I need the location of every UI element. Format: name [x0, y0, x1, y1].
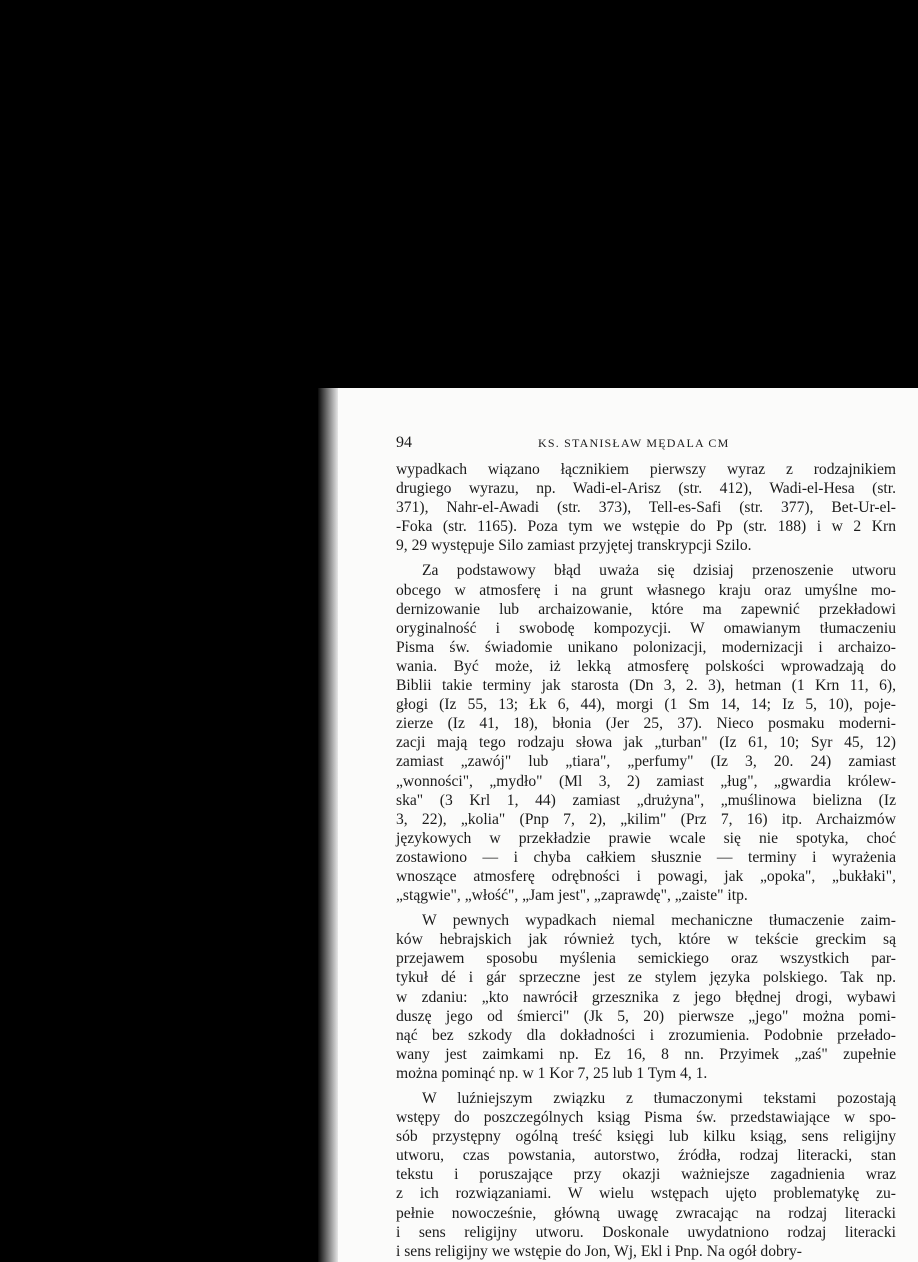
- text-line: nąć bez szkody dla dokładności i zrozumienia. Podobnie przełado-: [396, 1026, 896, 1044]
- text-line: wstępy do poszczególnych ksiąg Pisma św. przedstawiające w spo-: [396, 1109, 896, 1127]
- text-line: W luźniejszym związku z tłumaczonymi tekstami pozostają: [422, 1090, 896, 1107]
- text-line: można pominąć np. w 1 Kor 7, 25 lub 1 Tym 4, 1.: [396, 1064, 708, 1082]
- text-line: i sens religijny utworu. Doskonale uwydatniono rodzaj literacki: [396, 1223, 896, 1241]
- text-line: zamiast „zawój" lub „tiara", „perfumy" (Iz 3, 20. 24) zamiast: [396, 753, 896, 771]
- text-line: drugiego wyrazu, np. Wadi-el-Arisz (str. 412), Wadi-el-Hesa (str.: [396, 480, 896, 498]
- body-text: [396, 460, 896, 1261]
- text-line: obcego w atmosferę i na grunt własnego kraju oraz umyślne mo-: [396, 581, 896, 599]
- text-line: zierze (Iz 41, 18), błonia (Jer 25, 37). Nieco posmaku moderni-: [396, 715, 896, 733]
- text-line: „wonności", „mydło" (Ml 3, 2) zamiast „ług", „gwardia królew-: [396, 772, 896, 790]
- text-line: zostawiono — i chyba całkiem słusznie — terminy i wyrażenia: [396, 848, 896, 866]
- text-line: pełnie nowocześnie, główną uwagę zwracając na rodzaj literacki: [396, 1204, 896, 1222]
- text-line: dernizowanie lub archaizowanie, które ma zapewnić przekładowi: [396, 600, 896, 618]
- scan-page-edge-shadow: [318, 388, 338, 1262]
- text-line: ska" (3 Krl 1, 44) zamiast „drużyna", „muślinowa bielizna (Iz: [396, 791, 896, 809]
- text-line: zacji mają tego rodzaju słowa jak „turban" (Iz 61, 10; Syr 45, 12): [396, 734, 896, 752]
- text-line: ków hebrajskich jak również tych, które w tekście greckim są: [396, 931, 896, 949]
- text-line: tykuł dé i gár sprzeczne jest ze stylem języka polskiego. Tak np.: [396, 969, 896, 987]
- text-line: -Foka (str. 1165). Poza tym we wstępie do Pp (str. 188) i w 2 Krn: [396, 518, 896, 536]
- text-line: utworu, czas powstania, autorstwo, źródła, rodzaj literacki, stan: [396, 1147, 896, 1165]
- text-line: wypadkach wiązano łącznikiem pierwszy wyraz z rodzajnikiem: [396, 461, 896, 478]
- paragraph: [396, 460, 896, 555]
- text-line: wnoszące atmosferę odrębności i powagi, jak „opoka", „bukłaki",: [396, 867, 896, 885]
- text-line: 9, 29 występuje Silo zamiast przyjętej transkrypcji Szilo.: [396, 537, 752, 555]
- paragraph: [396, 561, 896, 905]
- running-head: KS. STANISŁAW MĘDALA CM: [538, 436, 730, 450]
- text-line: W pewnych wypadkach niemal mechaniczne tłumaczenie zaim-: [422, 912, 896, 930]
- text-line: głogi (Iz 55, 13; Łk 6, 44), morgi (1 Sm 14, 14; Iz 5, 10), poje-: [396, 696, 896, 714]
- text-line: duszę jego od śmierci" (Jk 5, 20) pierwsze „jego" można pomi-: [396, 1007, 896, 1025]
- text-line: sób przystępny ogólną treść księgi lub kilku ksiąg, sens religijny: [396, 1128, 896, 1146]
- text-line: tekstu i poruszające przy okazji ważniejsze zagadnienia wraz: [396, 1166, 896, 1184]
- text-line: językowych w przekładzie prawie wcale się nie spotyka, choć: [396, 829, 896, 847]
- page-number: 94: [396, 434, 412, 451]
- text-line: 371), Nahr-el-Awadi (str. 373), Tell-es-Safi (str. 377), Bet-Ur-el-: [396, 499, 896, 517]
- text-line: oryginalność i swobodę kompozycji. W omawianym tłumaczeniu: [396, 619, 896, 637]
- text-line: Za podstawowy błąd uważa się dzisiaj przenoszenie utworu: [422, 562, 896, 580]
- paragraph: [396, 911, 896, 1083]
- text-line: i sens religijny we wstępie do Jon, Wj, Ekl i Pnp. Na ogół dobry-: [396, 1242, 802, 1260]
- text-line: przejawem sposobu myślenia semickiego oraz wszystkich par-: [396, 950, 896, 968]
- text-line: Biblii takie terminy jak starosta (Dn 3, 2. 3), hetman (1 Krn 11, 6),: [396, 677, 896, 695]
- text-line: „stągwie", „włość", „Jam jest", „zaprawdę", „zaiste" itp.: [396, 887, 748, 905]
- scan-black-border-left: [0, 0, 330, 1262]
- text-line: z ich rozwiązaniami. W wielu wstępach ujęto problematykę zu-: [396, 1185, 896, 1203]
- text-line: 3, 22), „kolia" (Pnp 7, 2), „kilim" (Prz 7, 16) itp. Archaizmów: [396, 810, 896, 828]
- text-line: wania. Być może, iż lekką atmosferę polskości wprowadzają do: [396, 657, 896, 675]
- text-line: w zdaniu: „kto nawrócił grzesznika z jego błędnej drogi, wybawi: [396, 988, 896, 1006]
- paragraph: [396, 1089, 896, 1261]
- text-line: wany jest zaimkami np. Ez 16, 8 nn. Przyimek „zaś" zupełnie: [396, 1045, 896, 1063]
- text-line: Pisma św. świadomie unikano polonizacji, modernizacji i archaizo-: [396, 638, 896, 656]
